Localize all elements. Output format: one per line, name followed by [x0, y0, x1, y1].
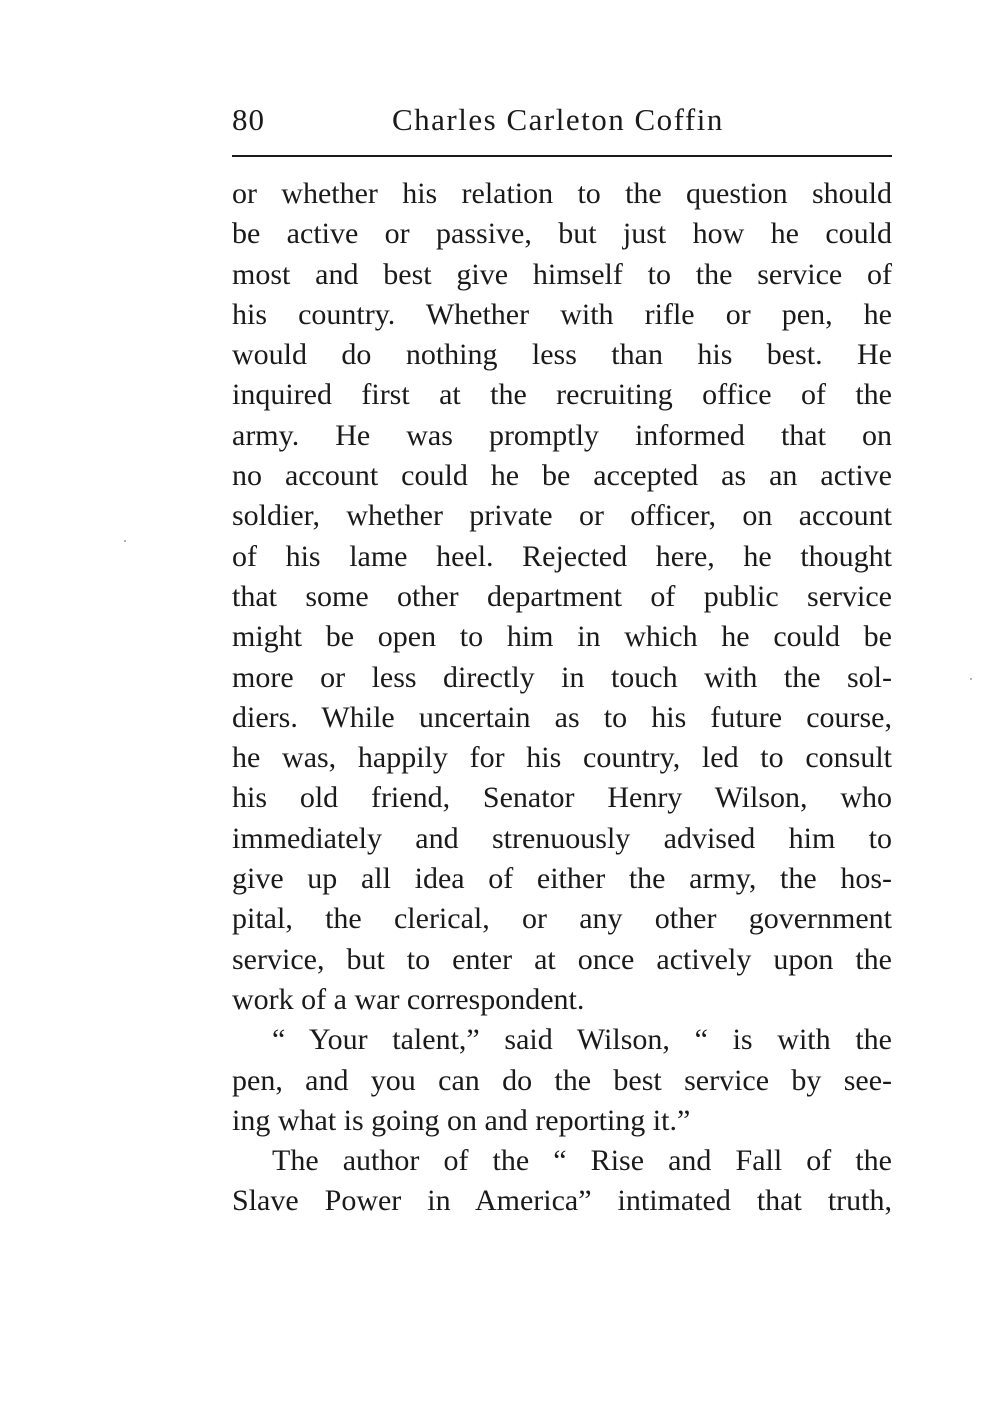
- text-line: or whether his relation to the question should: [232, 177, 892, 210]
- page-header: [232, 102, 892, 142]
- text-line: of his lame heel. Rejected here, he thought: [232, 539, 892, 573]
- text-line: his country. Whether with rifle or pen, he: [232, 297, 892, 331]
- page-number: 80: [232, 102, 265, 137]
- text-line: work of a war correspondent.: [232, 982, 585, 1016]
- running-title: Charles Carleton Coffin: [392, 102, 724, 137]
- text-line: his old friend, Senator Henry Wilson, who: [232, 781, 892, 815]
- text-line: more or less directly in touch with the sol-: [232, 660, 892, 694]
- text-line: pen, and you can do the best service by see-: [232, 1063, 892, 1097]
- text-line: inquired first at the recruiting office of the: [232, 378, 892, 412]
- body-text: [232, 174, 892, 1222]
- scan-speck: [970, 678, 972, 680]
- text-line: be active or passive, but just how he could: [232, 217, 892, 251]
- text-line: no account could he be accepted as an active: [232, 459, 892, 493]
- text-line: would do nothing less than his best. He: [232, 338, 892, 372]
- text-line: give up all idea of either the army, the hos-: [232, 862, 892, 896]
- text-line: service, but to enter at once actively upon the: [232, 942, 892, 976]
- text-line: army. He was promptly informed that on: [232, 418, 892, 452]
- text-line: pital, the clerical, or any other government: [232, 902, 892, 936]
- text-line: “ Your talent,” said Wilson, “ is with the: [272, 1023, 892, 1057]
- text-line: he was, happily for his country, led to consult: [232, 741, 892, 775]
- text-line: most and best give himself to the service of: [232, 257, 892, 291]
- text-line: immediately and strenuously advised him to: [232, 821, 892, 855]
- text-line: that some other department of public service: [232, 579, 892, 613]
- text-line: diers. While uncertain as to his future course,: [232, 700, 892, 734]
- header-rule: [232, 155, 892, 157]
- text-line: ing what is going on and reporting it.”: [232, 1103, 691, 1137]
- scan-speck: [124, 540, 126, 542]
- text-line: Slave Power in America” intimated that truth,: [232, 1184, 892, 1218]
- text-line: soldier, whether private or officer, on account: [232, 499, 892, 533]
- text-line: might be open to him in which he could be: [232, 620, 892, 654]
- text-line: The author of the “ Rise and Fall of the: [272, 1144, 892, 1178]
